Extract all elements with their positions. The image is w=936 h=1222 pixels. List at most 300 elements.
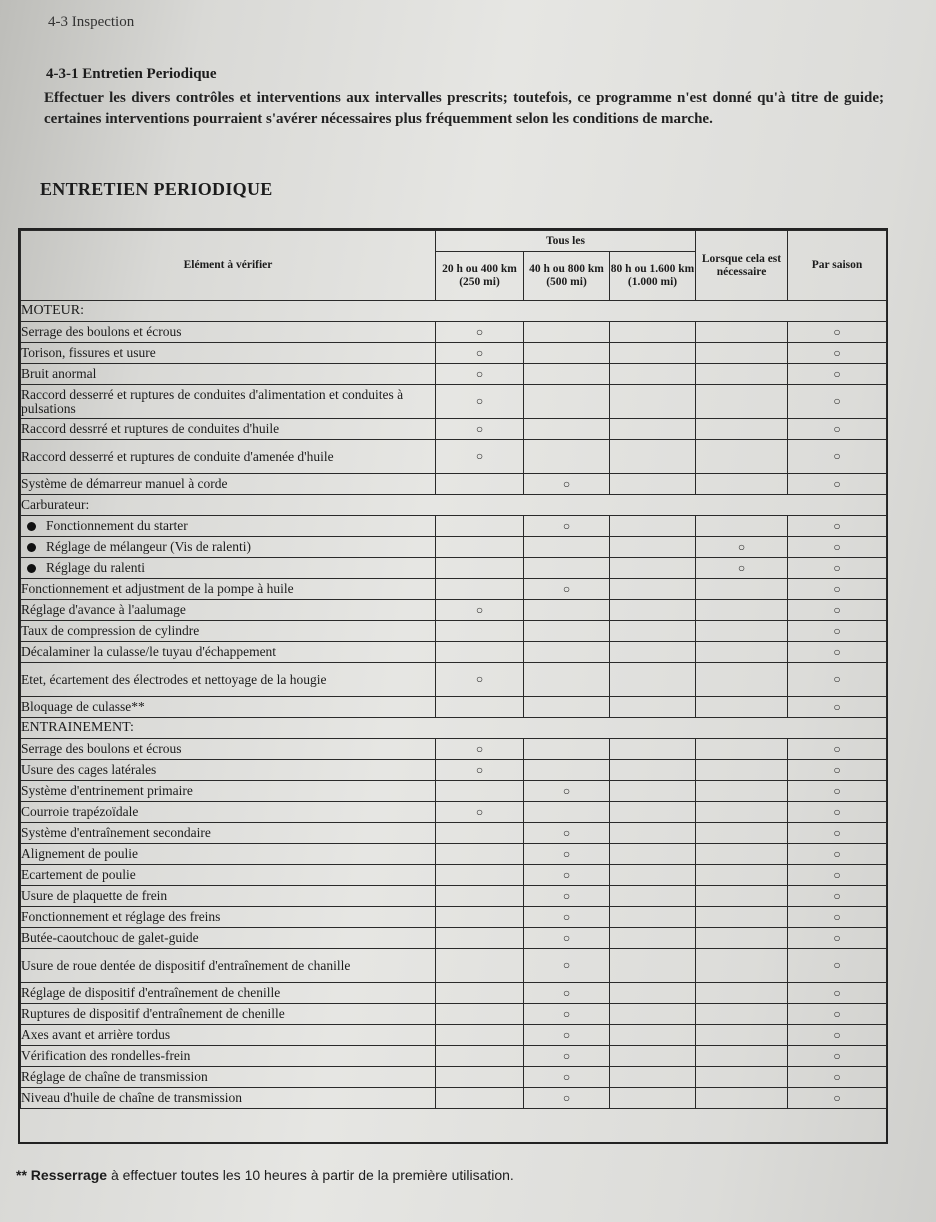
interval-cell [524, 537, 610, 558]
check-mark-icon: ○ [833, 1027, 841, 1042]
interval-cell [788, 928, 887, 949]
check-mark-icon: ○ [562, 985, 571, 1000]
interval-cell [436, 1004, 524, 1025]
check-mark-icon: ○ [475, 345, 484, 360]
interval-cell [788, 663, 887, 697]
interval-cell [436, 440, 524, 474]
check-mark-icon: ○ [475, 394, 484, 408]
interval-cell [524, 983, 610, 1004]
interval-cell [436, 419, 524, 440]
check-mark-icon: ○ [833, 846, 841, 861]
interval-cell [524, 886, 610, 907]
interval-cell [696, 823, 788, 844]
interval-cell [436, 949, 524, 983]
item-label: Fonctionnement et réglage des freins [21, 909, 221, 924]
check-mark-icon: ○ [562, 476, 571, 491]
interval-cell [696, 1004, 788, 1025]
table-row [21, 621, 887, 642]
interval-cell [524, 474, 610, 495]
table-row [21, 663, 887, 697]
item-label: Système d'entraînement secondaire [21, 825, 211, 840]
item-cell [21, 739, 436, 760]
check-mark-icon: ○ [562, 1027, 571, 1042]
interval-cell [524, 642, 610, 663]
interval-cell [524, 739, 610, 760]
interval-cell [788, 419, 887, 440]
item-label: Bruit anormal [21, 366, 97, 381]
check-mark-icon: ○ [833, 345, 841, 360]
item-cell [21, 1025, 436, 1046]
item-cell [21, 781, 436, 802]
interval-cell [436, 928, 524, 949]
interval-cell [524, 516, 610, 537]
interval-cell [524, 600, 610, 621]
check-mark-icon: ○ [833, 449, 841, 463]
item-label: Niveau d'huile de chaîne de transmission [21, 1090, 242, 1105]
interval-cell [610, 1046, 696, 1067]
check-mark-icon: ○ [833, 741, 841, 756]
interval-cell [524, 1067, 610, 1088]
interval-cell [788, 907, 887, 928]
interval-cell [788, 558, 887, 579]
check-mark-icon: ○ [833, 958, 841, 972]
interval-cell [524, 663, 610, 697]
check-mark-icon: ○ [833, 560, 841, 575]
interval-cell [788, 1025, 887, 1046]
interval-cell [524, 419, 610, 440]
interval-cell [696, 600, 788, 621]
interval-cell [610, 343, 696, 364]
interval-cell [610, 886, 696, 907]
check-mark-icon: ○ [562, 1006, 571, 1021]
item-label: Système d'entrinement primaire [21, 783, 193, 798]
item-cell [21, 844, 436, 865]
interval-cell [788, 440, 887, 474]
item-cell [21, 364, 436, 385]
item-cell [21, 600, 436, 621]
interval-cell [436, 579, 524, 600]
item-label: Torison, fissures et usure [21, 345, 156, 360]
interval-cell [436, 907, 524, 928]
header-80h: 80 h ou 1.600 km (1.000 mi) [610, 252, 696, 301]
check-mark-icon: ○ [562, 1048, 571, 1063]
interval-cell [524, 928, 610, 949]
check-mark-icon: ○ [562, 783, 571, 798]
item-cell [21, 343, 436, 364]
interval-cell [524, 621, 610, 642]
check-mark-icon: ○ [833, 762, 841, 777]
interval-cell [788, 739, 887, 760]
interval-cell [610, 600, 696, 621]
interval-cell [788, 1088, 887, 1109]
section-row [21, 718, 887, 739]
table-row [21, 537, 887, 558]
interval-cell [436, 621, 524, 642]
table-row [21, 419, 887, 440]
interval-cell [524, 907, 610, 928]
check-mark-icon: ○ [475, 602, 484, 617]
interval-cell [524, 1088, 610, 1109]
item-cell [21, 983, 436, 1004]
interval-cell [696, 440, 788, 474]
item-label: Carburateur: [21, 497, 90, 512]
interval-cell [436, 558, 524, 579]
check-mark-icon: ○ [833, 602, 841, 617]
interval-cell [610, 983, 696, 1004]
interval-cell [436, 1067, 524, 1088]
header-per-season: Par saison [788, 231, 887, 301]
item-label: Courroie trapézoïdale [21, 804, 139, 819]
item-cell [21, 760, 436, 781]
table-row [21, 516, 887, 537]
table-row [21, 642, 887, 663]
table-row [21, 1067, 887, 1088]
item-label: Axes avant et arrière tordus [21, 1027, 171, 1042]
interval-cell [610, 823, 696, 844]
item-cell [21, 621, 436, 642]
table-row [21, 697, 887, 718]
check-mark-icon: ○ [833, 1048, 841, 1063]
maintenance-table [20, 230, 887, 1109]
item-cell [21, 928, 436, 949]
check-mark-icon: ○ [833, 1069, 841, 1084]
footnote [16, 1167, 514, 1183]
item-label: Ecartement de poulie [21, 867, 136, 882]
check-mark-icon: ○ [737, 560, 746, 575]
interval-cell [436, 802, 524, 823]
check-mark-icon: ○ [833, 421, 841, 436]
interval-cell [788, 322, 887, 343]
check-mark-icon: ○ [833, 518, 841, 533]
check-mark-icon: ○ [833, 804, 841, 819]
interval-cell [696, 621, 788, 642]
interval-cell [524, 440, 610, 474]
check-mark-icon: ○ [562, 888, 571, 903]
item-label: Usure de plaquette de frein [21, 888, 168, 903]
interval-cell [696, 1067, 788, 1088]
interval-cell [436, 600, 524, 621]
check-mark-icon: ○ [833, 930, 841, 945]
interval-cell [696, 385, 788, 419]
check-mark-icon: ○ [833, 909, 841, 924]
interval-cell [436, 760, 524, 781]
item-cell [21, 516, 436, 537]
interval-cell [524, 949, 610, 983]
interval-cell [436, 343, 524, 364]
interval-cell [696, 844, 788, 865]
item-label: Usure des cages latérales [21, 762, 157, 777]
item-cell [21, 865, 436, 886]
item-label: Réglage de mélangeur (Vis de ralenti) [46, 539, 251, 554]
table-row [21, 474, 887, 495]
check-mark-icon: ○ [833, 1090, 841, 1105]
interval-cell [696, 865, 788, 886]
interval-cell [788, 949, 887, 983]
interval-cell [610, 558, 696, 579]
interval-cell [610, 739, 696, 760]
interval-cell [696, 697, 788, 718]
item-cell [21, 579, 436, 600]
interval-cell [610, 385, 696, 419]
item-cell [21, 907, 436, 928]
interval-cell [610, 474, 696, 495]
item-cell [21, 1046, 436, 1067]
table-row [21, 343, 887, 364]
table-row [21, 865, 887, 886]
table-row [21, 802, 887, 823]
interval-cell [696, 579, 788, 600]
interval-cell [524, 823, 610, 844]
interval-cell [436, 844, 524, 865]
check-mark-icon: ○ [833, 699, 841, 714]
interval-cell [788, 516, 887, 537]
interval-cell [436, 781, 524, 802]
check-mark-icon: ○ [475, 449, 484, 463]
interval-cell [696, 537, 788, 558]
check-mark-icon: ○ [475, 421, 484, 436]
item-label: Réglage de chaîne de transmission [21, 1069, 208, 1084]
running-head: 4-3 Inspection [48, 14, 135, 30]
interval-cell [696, 760, 788, 781]
item-label: Vérification des rondelles-frein [21, 1048, 191, 1063]
bullet-icon [27, 522, 36, 531]
interval-cell [610, 642, 696, 663]
interval-cell [696, 802, 788, 823]
check-mark-icon: ○ [562, 581, 571, 596]
interval-cell [524, 844, 610, 865]
check-mark-icon: ○ [833, 581, 841, 596]
interval-cell [788, 343, 887, 364]
table-row [21, 781, 887, 802]
item-label: Réglage de dispositif d'entraînement de chenille [21, 985, 281, 1000]
interval-cell [524, 343, 610, 364]
item-label: Etet, écartement des électrodes et nettoyage de la hougie [21, 671, 327, 687]
table-row [21, 440, 887, 474]
interval-cell [696, 1088, 788, 1109]
interval-cell [524, 697, 610, 718]
interval-cell [436, 385, 524, 419]
table-row [21, 495, 887, 516]
check-mark-icon: ○ [833, 644, 841, 659]
interval-cell [524, 802, 610, 823]
interval-cell [436, 663, 524, 697]
item-cell [21, 385, 436, 419]
interval-cell [436, 865, 524, 886]
check-mark-icon: ○ [833, 366, 841, 381]
item-label: Fonctionnement et adjustment de la pompe à huile [21, 581, 294, 596]
check-mark-icon: ○ [833, 985, 841, 1000]
check-mark-icon: ○ [833, 1006, 841, 1021]
interval-cell [610, 1004, 696, 1025]
footnote-marker: ** [16, 1167, 27, 1183]
interval-cell [696, 516, 788, 537]
header-interval-group: Tous les [436, 231, 696, 252]
item-label: Ruptures de dispositif d'entraînement de chenille [21, 1006, 285, 1021]
interval-cell [610, 949, 696, 983]
interval-cell [436, 739, 524, 760]
interval-cell [436, 537, 524, 558]
interval-cell [788, 642, 887, 663]
interval-cell [788, 1067, 887, 1088]
check-mark-icon: ○ [475, 762, 484, 777]
interval-cell [610, 440, 696, 474]
interval-cell [696, 322, 788, 343]
item-label: Fonctionnement du starter [46, 518, 188, 533]
interval-cell [788, 579, 887, 600]
table-row [21, 1088, 887, 1109]
interval-cell [788, 781, 887, 802]
interval-cell [610, 1088, 696, 1109]
table-body [21, 301, 887, 1109]
interval-cell [696, 419, 788, 440]
interval-cell [436, 474, 524, 495]
interval-cell [788, 621, 887, 642]
interval-cell [788, 802, 887, 823]
check-mark-icon: ○ [562, 1069, 571, 1084]
check-mark-icon: ○ [833, 394, 841, 408]
item-label: Butée-caoutchouc de galet-guide [21, 930, 199, 945]
interval-cell [696, 907, 788, 928]
section-heading: MOTEUR: [21, 301, 887, 322]
check-mark-icon: ○ [833, 888, 841, 903]
section-subhead: 4-3-1 Entretien Periodique [46, 66, 217, 82]
item-cell [21, 558, 436, 579]
interval-cell [696, 1025, 788, 1046]
header-20h: 20 h ou 400 km (250 mi) [436, 252, 524, 301]
interval-cell [788, 886, 887, 907]
interval-cell [696, 928, 788, 949]
bullet-icon [27, 564, 36, 573]
interval-cell [524, 1025, 610, 1046]
interval-cell [788, 537, 887, 558]
item-cell [21, 537, 436, 558]
check-mark-icon: ○ [475, 324, 484, 339]
interval-cell [524, 579, 610, 600]
interval-cell [610, 621, 696, 642]
header-when-needed: Lorsque cela est nécessaire [696, 231, 788, 301]
interval-cell [788, 1004, 887, 1025]
header-40h: 40 h ou 800 km (500 mi) [524, 252, 610, 301]
interval-cell [610, 537, 696, 558]
table-row [21, 385, 887, 419]
page-title: ENTRETIEN PERIODIQUE [40, 179, 273, 199]
item-label: Réglage d'avance à l'aalumage [21, 602, 186, 617]
interval-cell [436, 1025, 524, 1046]
check-mark-icon: ○ [833, 476, 841, 491]
interval-cell [696, 364, 788, 385]
interval-cell [610, 364, 696, 385]
interval-cell [524, 364, 610, 385]
interval-cell [696, 886, 788, 907]
item-cell [21, 474, 436, 495]
item-label: Décalaminer la culasse/le tuyau d'échappement [21, 644, 277, 659]
interval-cell [788, 385, 887, 419]
check-mark-icon: ○ [833, 825, 841, 840]
interval-cell [610, 697, 696, 718]
bullet-icon [27, 543, 36, 552]
item-cell [21, 322, 436, 343]
interval-cell [788, 600, 887, 621]
check-mark-icon: ○ [562, 825, 571, 840]
item-label: Bloquage de culasse** [21, 699, 145, 714]
check-mark-icon: ○ [475, 741, 484, 756]
interval-cell [610, 1067, 696, 1088]
check-mark-icon: ○ [562, 846, 571, 861]
table-row [21, 760, 887, 781]
item-label: Raccord dessrré et ruptures de conduites d'huile [21, 421, 280, 436]
check-mark-icon: ○ [562, 1090, 571, 1105]
interval-cell [696, 558, 788, 579]
interval-cell [436, 516, 524, 537]
interval-cell [524, 760, 610, 781]
interval-cell [610, 781, 696, 802]
interval-cell [436, 1088, 524, 1109]
table-row [21, 949, 887, 983]
check-mark-icon: ○ [833, 324, 841, 339]
interval-cell [436, 697, 524, 718]
interval-cell [610, 1025, 696, 1046]
item-cell [21, 697, 436, 718]
check-mark-icon: ○ [562, 909, 571, 924]
interval-cell [610, 760, 696, 781]
interval-cell [610, 844, 696, 865]
interval-cell [524, 865, 610, 886]
interval-cell [524, 322, 610, 343]
interval-cell [524, 1046, 610, 1067]
interval-cell [788, 983, 887, 1004]
interval-cell [696, 474, 788, 495]
interval-cell [610, 322, 696, 343]
interval-cell [788, 823, 887, 844]
interval-cell [696, 949, 788, 983]
interval-cell [788, 865, 887, 886]
interval-cell [696, 343, 788, 364]
interval-cell [436, 886, 524, 907]
table-row [21, 364, 887, 385]
item-cell [21, 949, 436, 983]
item-cell [21, 1004, 436, 1025]
check-mark-icon: ○ [475, 366, 484, 381]
check-mark-icon: ○ [833, 672, 841, 686]
section-heading: ENTRAINEMENT: [21, 718, 887, 739]
item-label: Réglage du ralenti [46, 560, 145, 575]
interval-cell [524, 558, 610, 579]
check-mark-icon: ○ [833, 783, 841, 798]
interval-cell [436, 642, 524, 663]
table-row [21, 886, 887, 907]
item-cell [21, 886, 436, 907]
check-mark-icon: ○ [562, 867, 571, 882]
table-row [21, 600, 887, 621]
check-mark-icon: ○ [475, 672, 484, 686]
check-mark-icon: ○ [562, 518, 571, 533]
interval-cell [696, 642, 788, 663]
interval-cell [524, 1004, 610, 1025]
item-label: Taux de compression de cylindre [21, 623, 200, 638]
table-row [21, 907, 887, 928]
interval-cell [610, 802, 696, 823]
table-row [21, 1004, 887, 1025]
table-row [21, 1025, 887, 1046]
item-label: Raccord desserré et ruptures de conduite d'amenée d'huile [21, 448, 334, 464]
interval-cell [610, 663, 696, 697]
interval-cell [436, 823, 524, 844]
table-row [21, 844, 887, 865]
item-cell [21, 1067, 436, 1088]
check-mark-icon: ○ [833, 623, 841, 638]
interval-cell [696, 739, 788, 760]
check-mark-icon: ○ [737, 539, 746, 554]
